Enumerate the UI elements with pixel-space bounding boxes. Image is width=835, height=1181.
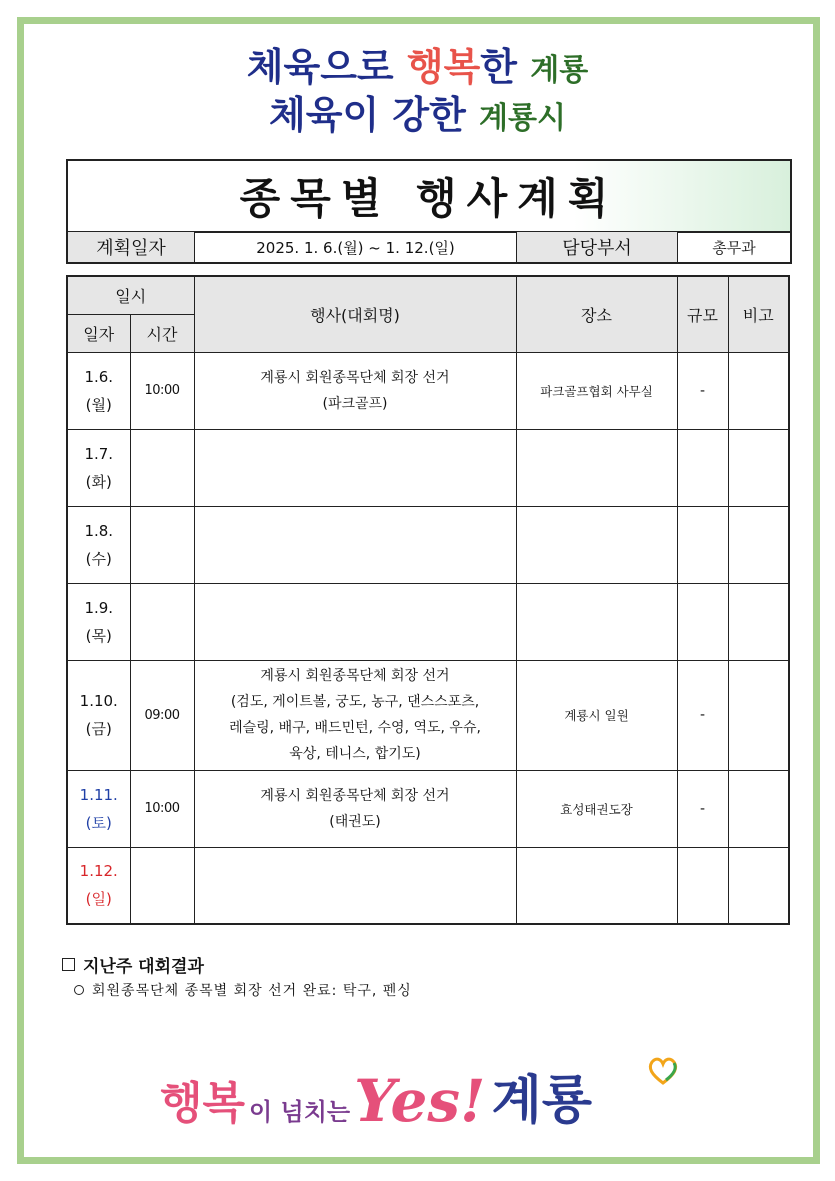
row-date xyxy=(67,352,130,429)
table-row xyxy=(67,770,789,847)
event-line: (검도, 게이트볼, 궁도, 농구, 댄스스포츠, xyxy=(230,694,480,710)
weekday-text: (월) xyxy=(85,395,112,414)
row-event xyxy=(194,770,516,847)
date-text: 1.10. xyxy=(79,692,118,710)
row-venue xyxy=(516,583,677,660)
row-time xyxy=(130,429,194,506)
row-date xyxy=(67,660,130,770)
results-item xyxy=(74,980,412,1000)
row-scale: - xyxy=(677,352,728,429)
row-time xyxy=(130,583,194,660)
department-value: 총무과 xyxy=(712,238,756,257)
row-event xyxy=(194,583,516,660)
schedule-table xyxy=(66,275,790,925)
event-line: 계룡시 회원종목단체 회장 선거 xyxy=(260,369,450,386)
table-row xyxy=(67,429,789,506)
heart-icon xyxy=(646,1056,680,1086)
row-date xyxy=(67,847,130,924)
weekday-text: (목) xyxy=(85,626,112,645)
header-scale: 규모 xyxy=(677,276,728,352)
row-venue: 계룡시 일원 xyxy=(516,660,677,770)
plan-date-value: 2025. 1. 6.(월) ~ 1. 12.(일) xyxy=(195,232,517,262)
row-scale: - xyxy=(677,660,728,770)
table-row xyxy=(67,506,789,583)
weekday-text: (토) xyxy=(85,813,112,832)
row-event xyxy=(194,506,516,583)
circle-bullet-icon xyxy=(74,985,84,995)
row-venue xyxy=(516,429,677,506)
weekday-text: (금) xyxy=(85,720,112,738)
row-date xyxy=(67,770,130,847)
event-line: (파크골프) xyxy=(322,395,388,412)
row-note xyxy=(728,429,789,506)
row-time: 09:00 xyxy=(130,660,194,770)
row-event xyxy=(194,660,516,770)
footer-logo-a: 행복 xyxy=(160,1078,246,1129)
slogan-2-b: 이 강한 xyxy=(342,93,480,137)
footer-logo xyxy=(160,1054,680,1134)
row-scale xyxy=(677,847,728,924)
row-note xyxy=(728,506,789,583)
row-time xyxy=(130,506,194,583)
row-date xyxy=(67,506,130,583)
header-time: 시간 xyxy=(130,314,194,352)
row-event xyxy=(194,352,516,429)
weekday-text: (일) xyxy=(85,890,112,909)
date-text: 1.7. xyxy=(84,444,114,463)
date-text: 1.11. xyxy=(79,785,118,804)
row-scale xyxy=(677,429,728,506)
document-title: 종목별 행사계획 xyxy=(66,159,792,233)
row-venue: 효성태권도장 xyxy=(516,770,677,847)
slogan-1-a: 체육 xyxy=(246,45,321,89)
row-event xyxy=(194,429,516,506)
table-row xyxy=(67,847,789,924)
date-text: 1.6. xyxy=(84,367,114,386)
slogan-1-e: 계룡 xyxy=(530,53,589,88)
table-row xyxy=(67,660,789,770)
slogan-1-c: 행복 xyxy=(406,45,481,89)
plan-date-label: 계획일자 xyxy=(68,232,195,262)
footer-logo-d: 계룡 xyxy=(491,1071,592,1131)
table-row xyxy=(67,352,789,429)
row-note xyxy=(728,847,789,924)
header-day: 일자 xyxy=(67,314,130,352)
row-date xyxy=(67,583,130,660)
header-venue: 장소 xyxy=(516,276,677,352)
row-note xyxy=(728,660,789,770)
row-venue xyxy=(516,847,677,924)
results-section-title xyxy=(62,952,204,977)
footer-logo-c: Yes! xyxy=(354,1067,486,1135)
event-line: 계룡시 회원종목단체 회장 선거 xyxy=(260,668,450,684)
weekday-text: (화) xyxy=(85,472,112,491)
slogan-1-b: 으로 xyxy=(320,45,407,89)
event-line: 육상, 테니스, 합기도) xyxy=(289,746,421,762)
row-time xyxy=(130,847,194,924)
header-event: 행사(대회명) xyxy=(194,276,516,352)
row-time: 10:00 xyxy=(130,352,194,429)
header-datetime: 일시 xyxy=(67,276,194,314)
row-scale xyxy=(677,506,728,583)
results-item-text: 회원종목단체 종목별 회장 선거 완료: 탁구, 펜싱 xyxy=(92,983,412,999)
event-line: 계룡시 회원종목단체 회장 선거 xyxy=(260,787,450,804)
slogan-1-d: 한 xyxy=(480,45,531,89)
event-line: (태권도) xyxy=(329,813,381,830)
row-scale: - xyxy=(677,770,728,847)
row-note xyxy=(728,352,789,429)
event-line: 레슬링, 배구, 배드민턴, 수영, 역도, 우슈, xyxy=(229,720,481,736)
weekday-text: (수) xyxy=(85,549,112,568)
row-venue xyxy=(516,506,677,583)
row-scale xyxy=(677,583,728,660)
table-row xyxy=(67,583,789,660)
slogan-2-a: 체육 xyxy=(269,93,343,137)
slogan-line-1 xyxy=(0,44,835,94)
date-text: 1.12. xyxy=(79,862,118,881)
footer-logo-b: 이 넘치는 xyxy=(249,1098,351,1126)
slogan-2-c: 계룡시 xyxy=(479,101,566,136)
date-text: 1.8. xyxy=(84,521,114,540)
department-label: 담당부서 xyxy=(517,232,678,262)
header-note: 비고 xyxy=(728,276,789,352)
row-time: 10:00 xyxy=(130,770,194,847)
row-note xyxy=(728,583,789,660)
row-event xyxy=(194,847,516,924)
date-text: 1.9. xyxy=(84,598,114,617)
row-date xyxy=(67,429,130,506)
results-title-text: 지난주 대회결과 xyxy=(83,957,204,977)
row-note xyxy=(728,770,789,847)
row-venue: 파크골프협회 사무실 xyxy=(516,352,677,429)
slogan-line-2 xyxy=(0,92,835,142)
checkbox-icon xyxy=(62,958,75,971)
info-row xyxy=(66,231,792,264)
